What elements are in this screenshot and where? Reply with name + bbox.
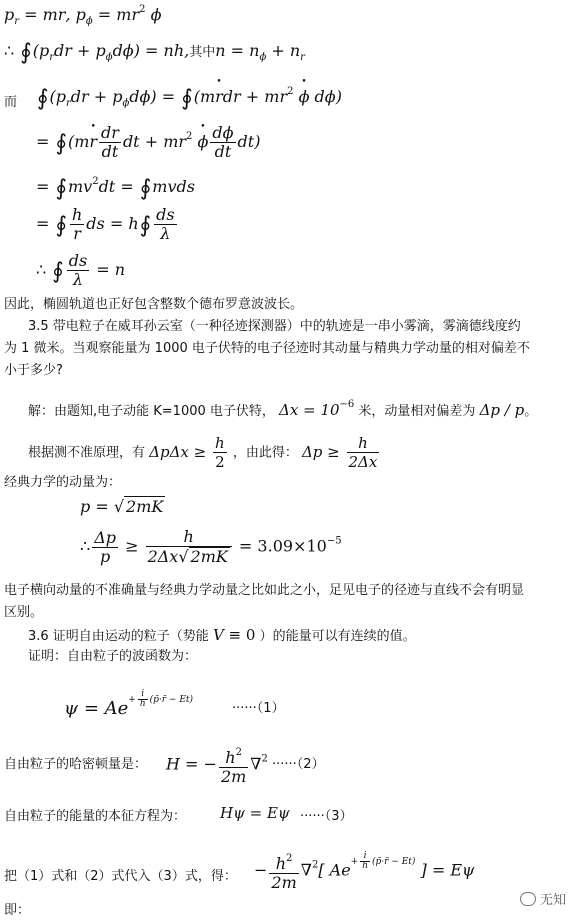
relative-deviation-eq: ∴ $\frac{\Delta p}{p}$ ≥ $\frac{h}{2\Delta x√ 2mK}$ = $3.09\times 10^{-5}$ [80,527,342,566]
conclusion-3-5-line-1: 电子横向动量的不准确量与经典力学动量之比如此之小，足见电子的径迹与直线不会有明显 [4,583,525,598]
question-3-6-text-2: ）的能量可以有连续的值。 [259,629,416,644]
question-3-6: 3.6 证明自由运动的粒子（势能 V ≡ 0 ）的能量可以有连续的值。 [28,626,416,644]
equation-number-1: ······（1） [232,701,285,716]
hamiltonian-label: 自由粒子的哈密顿量是： [4,757,148,772]
wechat-icon [520,892,536,906]
substitution-eq: − $\frac{h^2}{2m}$ ∇$^2$[ $Ae^{+ \frac{i}{h} (p̄\cdot r̄ - Et)}$ ] = Eψ [254,850,475,892]
question-3-6-text: 3.6 证明自由运动的粒子（势能 [28,629,209,644]
question-3-5-line-1: 3.5 带电粒子在威耳孙云室（一种径迹探测器）中的轨迹是一串小雾滴，雾滴德线度约 [28,319,521,334]
watermark-text: 无知 [539,893,566,908]
label-er: 而 [4,95,18,110]
solution-given-end: 。 [524,404,538,419]
hamiltonian-eq: H = − $\frac{h^2}{2m}$ ∇$^2$ [166,744,268,786]
classical-momentum-eq: p = √ 2mK [80,497,164,516]
solution-given-text-2: 米，动量相对偏差为 [358,404,476,419]
proof-intro: 证明：自由粒子的波函数为： [28,649,198,664]
derivation-line-5: ∴ ∮ $\frac{ds}{\lambda}$ = n [36,251,126,289]
derivation-line-2: = ∮(m• r $\frac{dr}{dt}$ dt + $mr^2$ • ϕ $\frac{d\phi}{dt}$ dt) [36,124,260,161]
equation-number-2: ······（2） [272,757,325,772]
equation-quantization: ∴ $∮(p_rdr + p_\phi d\phi)$ = nh,其中$n = n_\phi + n_r$ [4,40,305,65]
classical-momentum-label: 经典力学的动量为： [4,475,122,490]
solution-given-text: 解：由题知,电子动能 K=1000 电子伏特， [28,404,275,419]
ji-label: 即： [4,903,31,918]
wavefunction-eq: $\psi = Ae^{+ \frac{i}{h} (p̄\cdot r̄ - Et)}$ [64,689,194,719]
watermark [520,889,566,908]
question-3-5-line-3: 小于多少? [4,363,63,378]
uncertainty-text-2: ，由此得： [232,445,298,461]
derivation-line-3: = $∮mv^2dt$ = ∮mvds [36,176,195,201]
conclusion-3-5-line-2: 区别。 [4,605,44,620]
question-3-5-line-2: 为 1 微米。当观察能量为 1000 电子伏特的电子径迹时其动量与精典力学动量的相对偏差不 [4,341,530,356]
derivation-line-4: = ∮ $\frac{h}{r}$ ds = h∮ $\frac{ds}{\lambda}$ [36,205,175,243]
uncertainty-line: 根据测不准原理，有 ΔpΔx ≥ $\frac{h}{2}$ ，由此得： Δp ≥ $\frac{h}{2\Delta x}$ [28,434,378,471]
text-qizhong: 其中 [189,45,216,60]
eigen-eq: Hψ = Eψ [220,804,290,822]
substitution-label: 把（1）式和（2）式代入（3）式，得： [4,869,237,884]
equation-momenta: $p_r$ = m• r, $p_\phi = mr^2$ • ϕ [4,4,161,27]
derivation-line-1: $∮(p_rdr + p_\phi d\phi)$ = ∮(m• rdr + $mr^2$ • ϕ dϕ) [36,86,342,111]
eigen-label: 自由粒子的能量的本征方程为： [4,809,187,824]
equation-number-3: ······（3） [300,809,353,824]
uncertainty-text: 根据测不准原理，有 [28,445,146,461]
paragraph-ellipse-conclusion: 因此，椭圆轨道也正好包含整数个德布罗意波波长。 [4,297,304,312]
solution-given: 解：由题知,电子动能 K=1000 电子伏特， $\Delta x = 10^{-6}$ 米，动量相对偏差为 Δp / p。 [28,399,538,419]
